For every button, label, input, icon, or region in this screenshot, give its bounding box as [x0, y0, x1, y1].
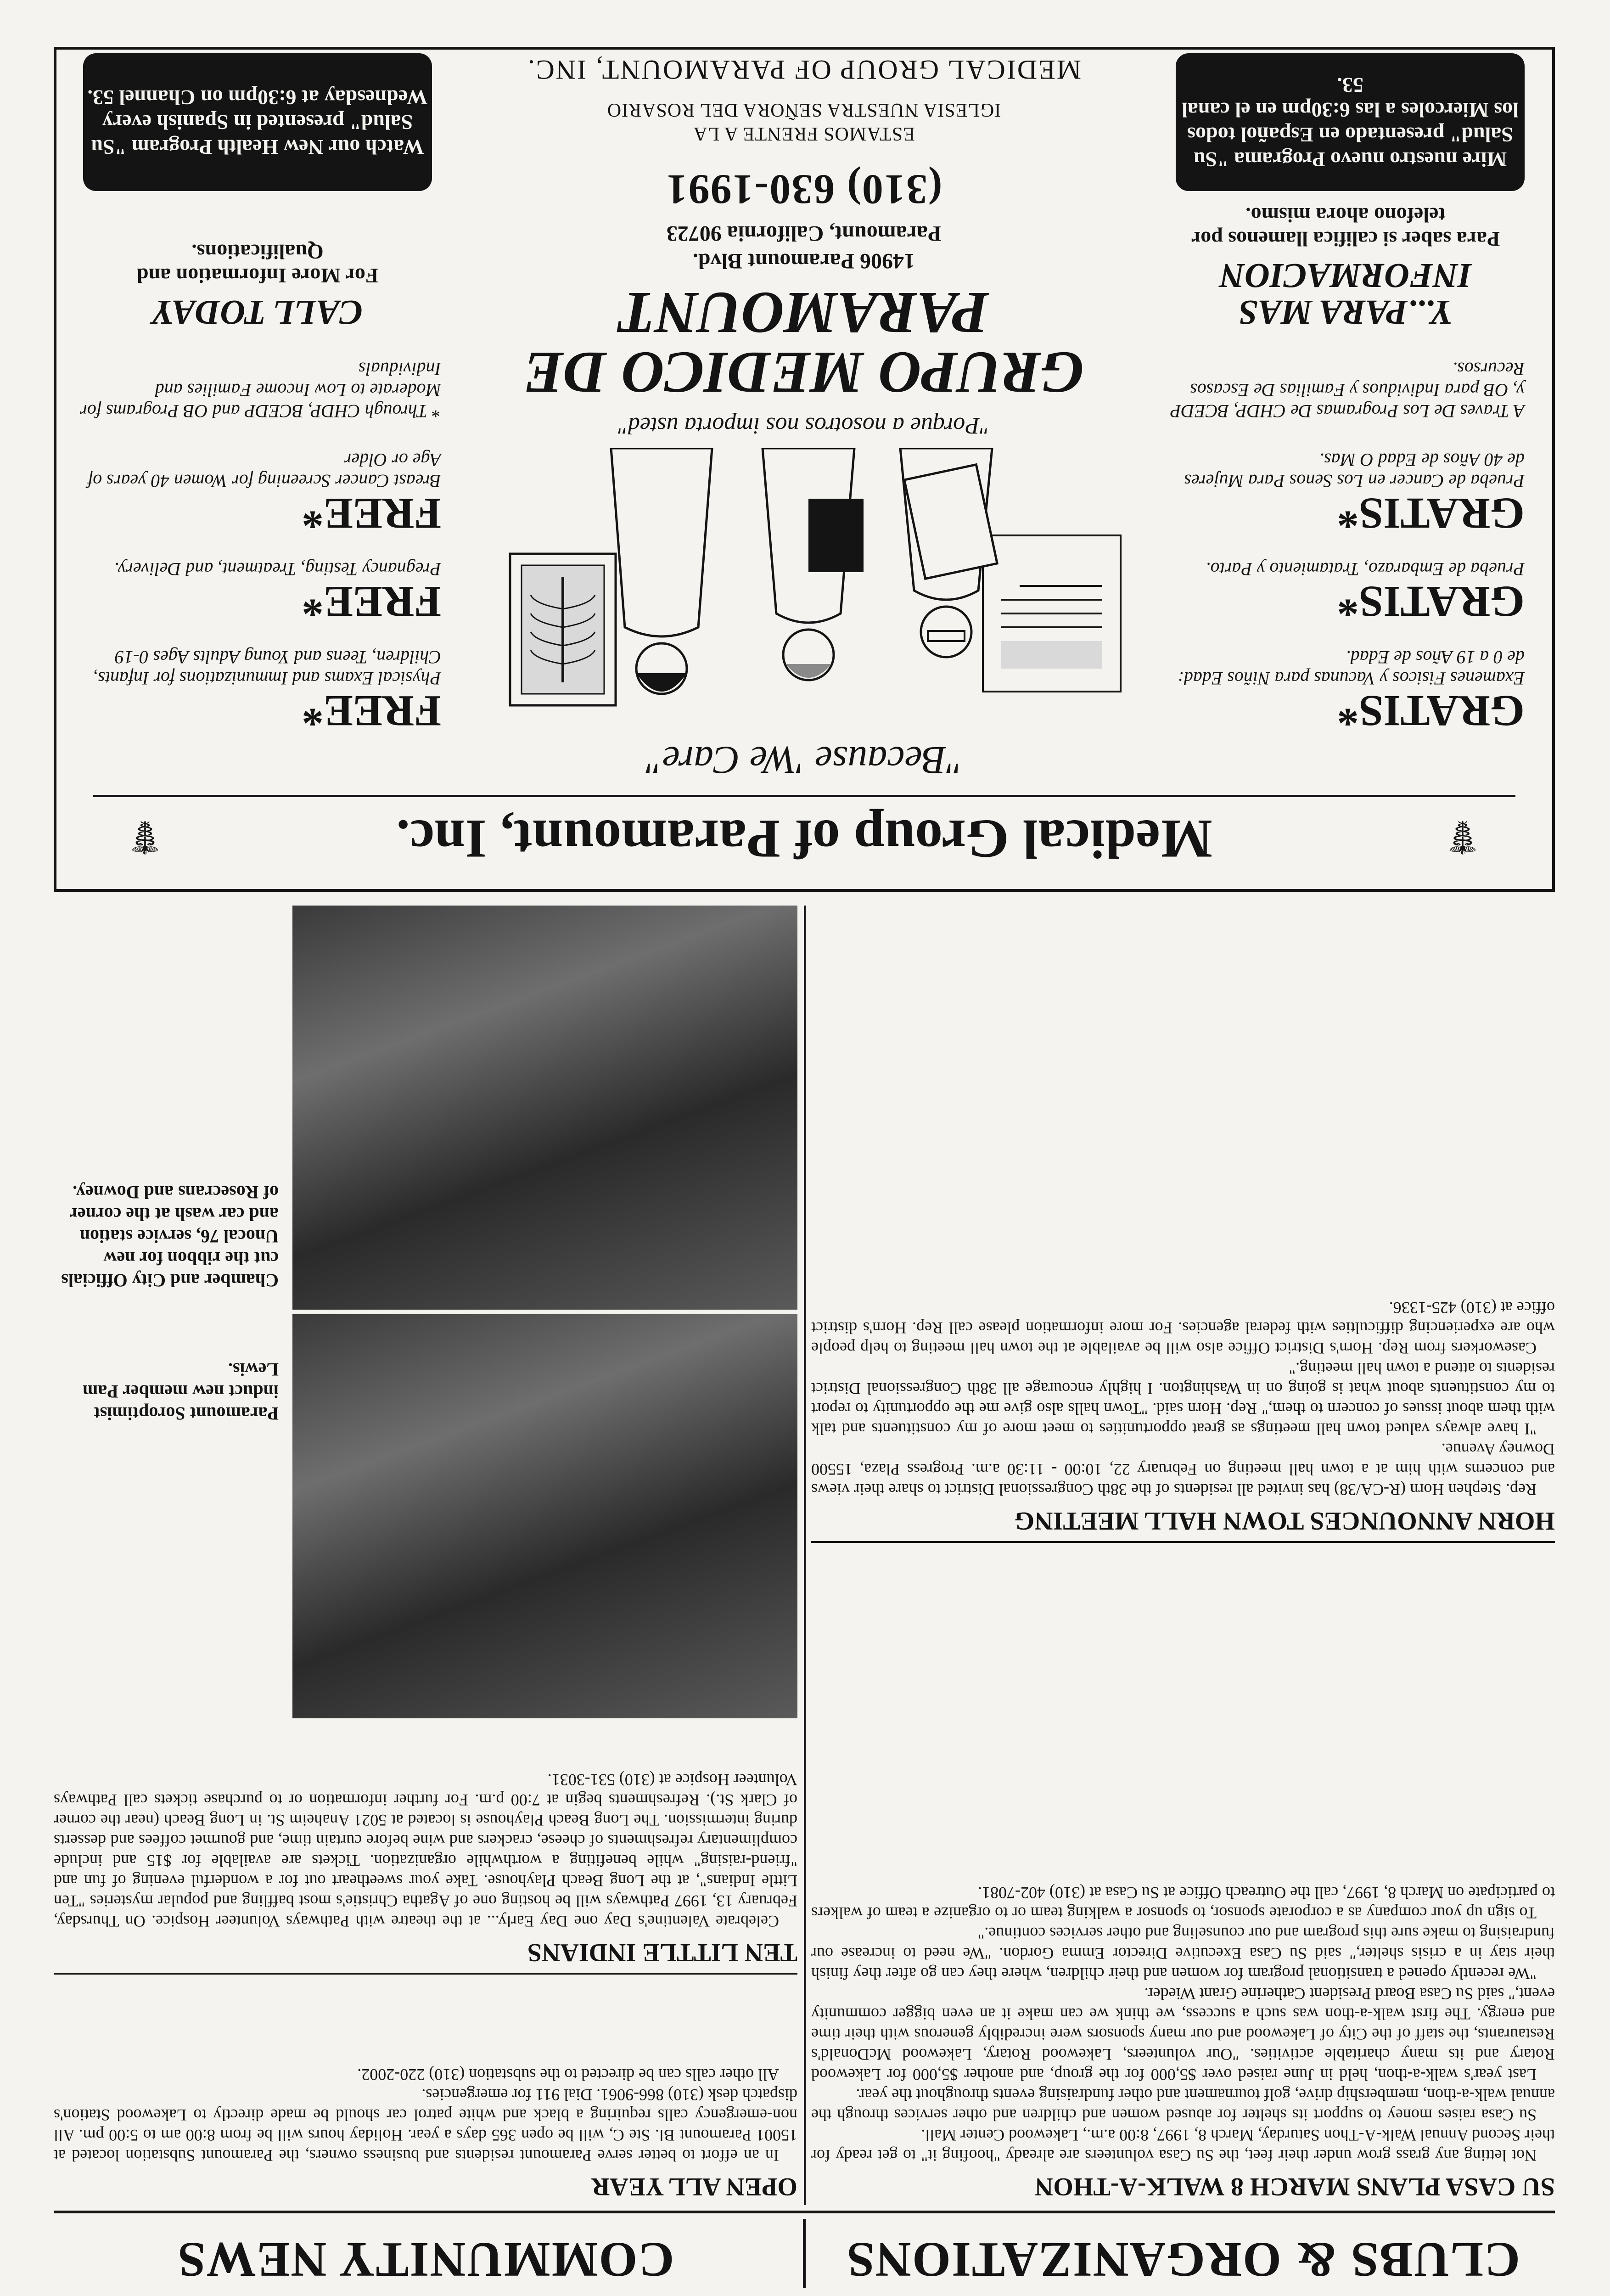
article-divider — [811, 1541, 1555, 1543]
ad-slogan: "Because 'We Care" — [645, 738, 963, 782]
english-services — [74, 240, 441, 736]
doctors-illustration — [469, 448, 1139, 724]
english-text: Pregnancy Testing, Treatment, and Delivery. — [114, 559, 441, 580]
spanish-item — [1167, 449, 1525, 538]
spanish-heading: GRATIS* — [1337, 687, 1525, 736]
address-street: 14906 Paramount Blvd. — [692, 249, 915, 273]
english-heading: FREE* — [301, 687, 441, 736]
photo-ribbon-cutting — [292, 906, 797, 1310]
paragraph: Rep. Stephen Horn (R-CA/38) has invited all residents of the 38th Congressional District to share their views and concerns with him at a town hall meeting on February 22, 10:00 - 11:30 a.m. Progress Plaza, 15500 Downey Avenue. — [811, 1440, 1555, 1499]
doctors-drawing — [469, 448, 1139, 724]
ad-rule — [93, 795, 1515, 797]
grupo-medico-name: GRUPO MEDICO DE PARAMOUNT — [523, 280, 1084, 405]
paragraph: "We recently opened a transitional program for women and their children, where they can go after they finish their stay in a crisis shelter," said Su Casa Executive Director Emma Gordon. "We need to increase our fundraising to make sure this program and our counseling and other services continue." — [811, 1924, 1555, 1983]
paragraph: To sign up your company as a corporate sponsor, to sponsor a walking team or to organize a team of walkers to participate on March 8, 1997, call the Outreach Office at Su Casa at (310) 402-7081. — [811, 1884, 1555, 1922]
paragraph: Celebrate Valentine's Day one Day Early... at the theatre with Pathways Volunteer Hospice. On Thursday, February 13, 1997 Pathways will be hosting one of Agatha Christie's most baffling and popular mysteries "Ten Little Indians", at the Long Beach Playhouse. Take your sweetheart out for a wonderful evening of fun and "friend-raising" while benefiting a worthwhile organization. Tickets are available for $15 and include complimentary refreshments of cheese, crackers and wine before curtain time, and gourmet coffees and desserts during intermission. The Long Beach Playhouse is located at 5021 Anaheim St. in Long Beach (near the corner of Clark St.). Refreshments begin at 7:00 p.m. For further information or to purchase tickets call Pathways Volunteer Hospice at (310) 531-3031. — [54, 1771, 797, 1930]
spanish-tv-box: Mire nuestro nuevo Programa "Su Salud" presentado en Español todos los Miercoles a las 6:30pm en el canal 53. — [1176, 53, 1525, 191]
article-su-casa — [811, 1883, 1555, 2200]
paragraph: "I have always valued town hall meetings as great opportunities to meet more of my constituents and talk with them about issues of concern to them," Rep. Horn said. "Town halls also give me the opportunity to report to my constituents about what is going on in Washington. I highly encourage all 38th Congressional District residents to attend a town hall meeting." — [811, 1359, 1555, 1438]
headline-horn: HORN ANNOUNCES TOWN HALL MEETING — [1014, 1507, 1555, 1535]
spanish-text: Examenes Fisicos y Vacunas para Niños Edad: de 0 a 19 Años de Edad. — [1178, 647, 1525, 689]
english-text: Physical Exams and Immunizations for Infants, Children, Teens and Young Adults Ages 0-19 — [93, 647, 441, 689]
paragraph: All other calls can be directed to the substation (310) 220-2002. — [357, 2065, 779, 2084]
article-divider — [54, 1973, 797, 1975]
masthead-clubs: CLUBS & ORGANIZATIONS — [846, 2232, 1520, 2287]
spanish-note: A Traves De Los Programas De CHDP, BCEDP y, OB para Individuos y Familias De Escasos Recursos. — [1170, 359, 1525, 422]
column-divider — [803, 2219, 806, 2288]
ad-tagline-spanish: "Porque a nosotros nos importa usted" — [618, 412, 990, 439]
article-body — [811, 1883, 1555, 2166]
paragraph: Su Casa raises money to support its shelter for abused women and children and other services through the annual walk-a-thon, membership drive, golf tournament and other fundraising events throughout the year. — [811, 2086, 1555, 2124]
medical-group-ad — [54, 47, 1555, 892]
address-city: Paramount, California 90723 — [666, 221, 942, 246]
spanish-heading: GRATIS* — [1337, 489, 1525, 538]
paragraph: In an effort to better serve Paramount residents and business owners, the Paramount Substation located at 15001 Paramount Bl. Ste C, will be open 365 days a year. Holiday hours will be from 8:00 am to 5:00 pm. All non-emergency calls requiring a black and white patrol car should be made directly to Lakewood Station's dispatch desk (310) 866-9061. Dial 911 for emergencies. — [54, 2086, 797, 2165]
spanish-cta-heading: Y...PARA MAS INFORMACION — [1219, 256, 1472, 332]
english-cta-heading: CALL TODAY — [152, 293, 363, 332]
english-item — [74, 558, 441, 624]
english-heading: FREE* — [301, 489, 441, 538]
spanish-heading: GRATIS* — [1337, 577, 1525, 626]
ad-bottom-name: MEDICAL GROUP OF PARAMOUNT, INC. — [526, 55, 1082, 85]
masthead-community: COMMUNITY NEWS — [177, 2232, 674, 2287]
english-item — [74, 647, 441, 736]
phone-number: (310) 630-1991 — [665, 166, 942, 213]
caption-chamber: Chamber and City Officials cut the ribbon for new Unocal 76, service station and car wash at the corner of Rosecrans and Downey. — [61, 1182, 279, 1291]
paragraph: Caseworkers from Rep. Horn's District Office also will be available at the town hall meeting to help people who are experiencing difficulties with federal agencies. For more information please call Rep. Horn's district office at (310) 425-1336. — [811, 1299, 1555, 1357]
headline-ten-little-indians: TEN LITTLE INDIANS — [527, 1938, 797, 1967]
spanish-services — [1167, 203, 1525, 736]
article-body — [54, 2065, 797, 2166]
article-horn — [811, 1298, 1555, 1535]
column-divider — [804, 906, 806, 2205]
location-line: ESTAMOS FRENTE A LA — [693, 123, 915, 144]
english-note: * Through CHDP, BCEDP and OB Programs for Moderate to Low Income Families and Individuals — [80, 359, 441, 422]
masthead-rule — [54, 2211, 1555, 2213]
article-ten-little-indians — [54, 1770, 797, 1966]
photo-chamber-block — [54, 906, 797, 1310]
caduceus-icon: ☤ — [1447, 811, 1478, 862]
english-cta-text: For More Information and Qualifications. — [137, 240, 378, 287]
spanish-cta-text: Para saber si califica llamenos por telefono ahora mismo. — [1191, 203, 1500, 251]
article-body — [811, 1298, 1555, 1500]
paragraph: Last year's walk-a-thon, held in June raised over $5,000 for the group, and another $5,000 for Lakewood Rotary and its many charitable activities. "Our volunteers, Lakewood Rotary, Lakewood McDonald's Restaurants, the staff of the City of Lakewood and our many sponsors were incredibly generous with their time and energy. The first walk-a-thon was such a success, we think we can make it an even bigger community event," said Su Casa Board President Catherine Grant Wieder. — [811, 1985, 1555, 2084]
english-heading: FREE* — [301, 577, 441, 626]
headline-open-all-year: OPEN ALL YEAR — [591, 2172, 797, 2201]
headline-su-casa: SU CASA PLANS MARCH 8 WALK-A-THON — [1034, 2172, 1555, 2201]
article-body — [54, 1770, 797, 1931]
spanish-text: Prueba de Cancer en Los Senos Para Mujeres de 40 Años de Edad O Mas. — [1184, 450, 1525, 491]
english-item — [74, 449, 441, 538]
ad-title: Medical Group of Paramount, Inc. — [396, 809, 1212, 870]
spanish-item — [1167, 558, 1525, 624]
spanish-text: Prueba de Embarazo, Tratamiento y Parto. — [1206, 559, 1525, 580]
paragraph: Not letting any grass grow under their feet, the Su Casa volunteers are already "hoofing it" to get ready for their Second Annual Walk-A-Thon Saturday, March 8, 1997, 8:00 a.m., Lakewood Center Mall. — [811, 2126, 1555, 2165]
english-tv-box: Watch our New Health Program "Su Salud" presented in Spanish every Wednesday at 6:30pm on Channel 53. — [83, 53, 432, 191]
photo-soroptimist-block — [54, 1314, 797, 1718]
spanish-item — [1167, 647, 1525, 736]
photo-soroptimist — [292, 1314, 797, 1718]
caduceus-icon: ☤ — [129, 811, 161, 862]
caption-soroptimist: Paramount Soroptimist induct new member Pam Lewis. — [83, 1359, 279, 1424]
location-line: IGLESIA NUESTRA SEÑORA DEL ROSARIO — [606, 99, 1001, 120]
english-text: Breast Cancer Screening for Women 40 years of Age or Older — [88, 450, 441, 491]
article-open-all-year — [54, 2065, 797, 2200]
